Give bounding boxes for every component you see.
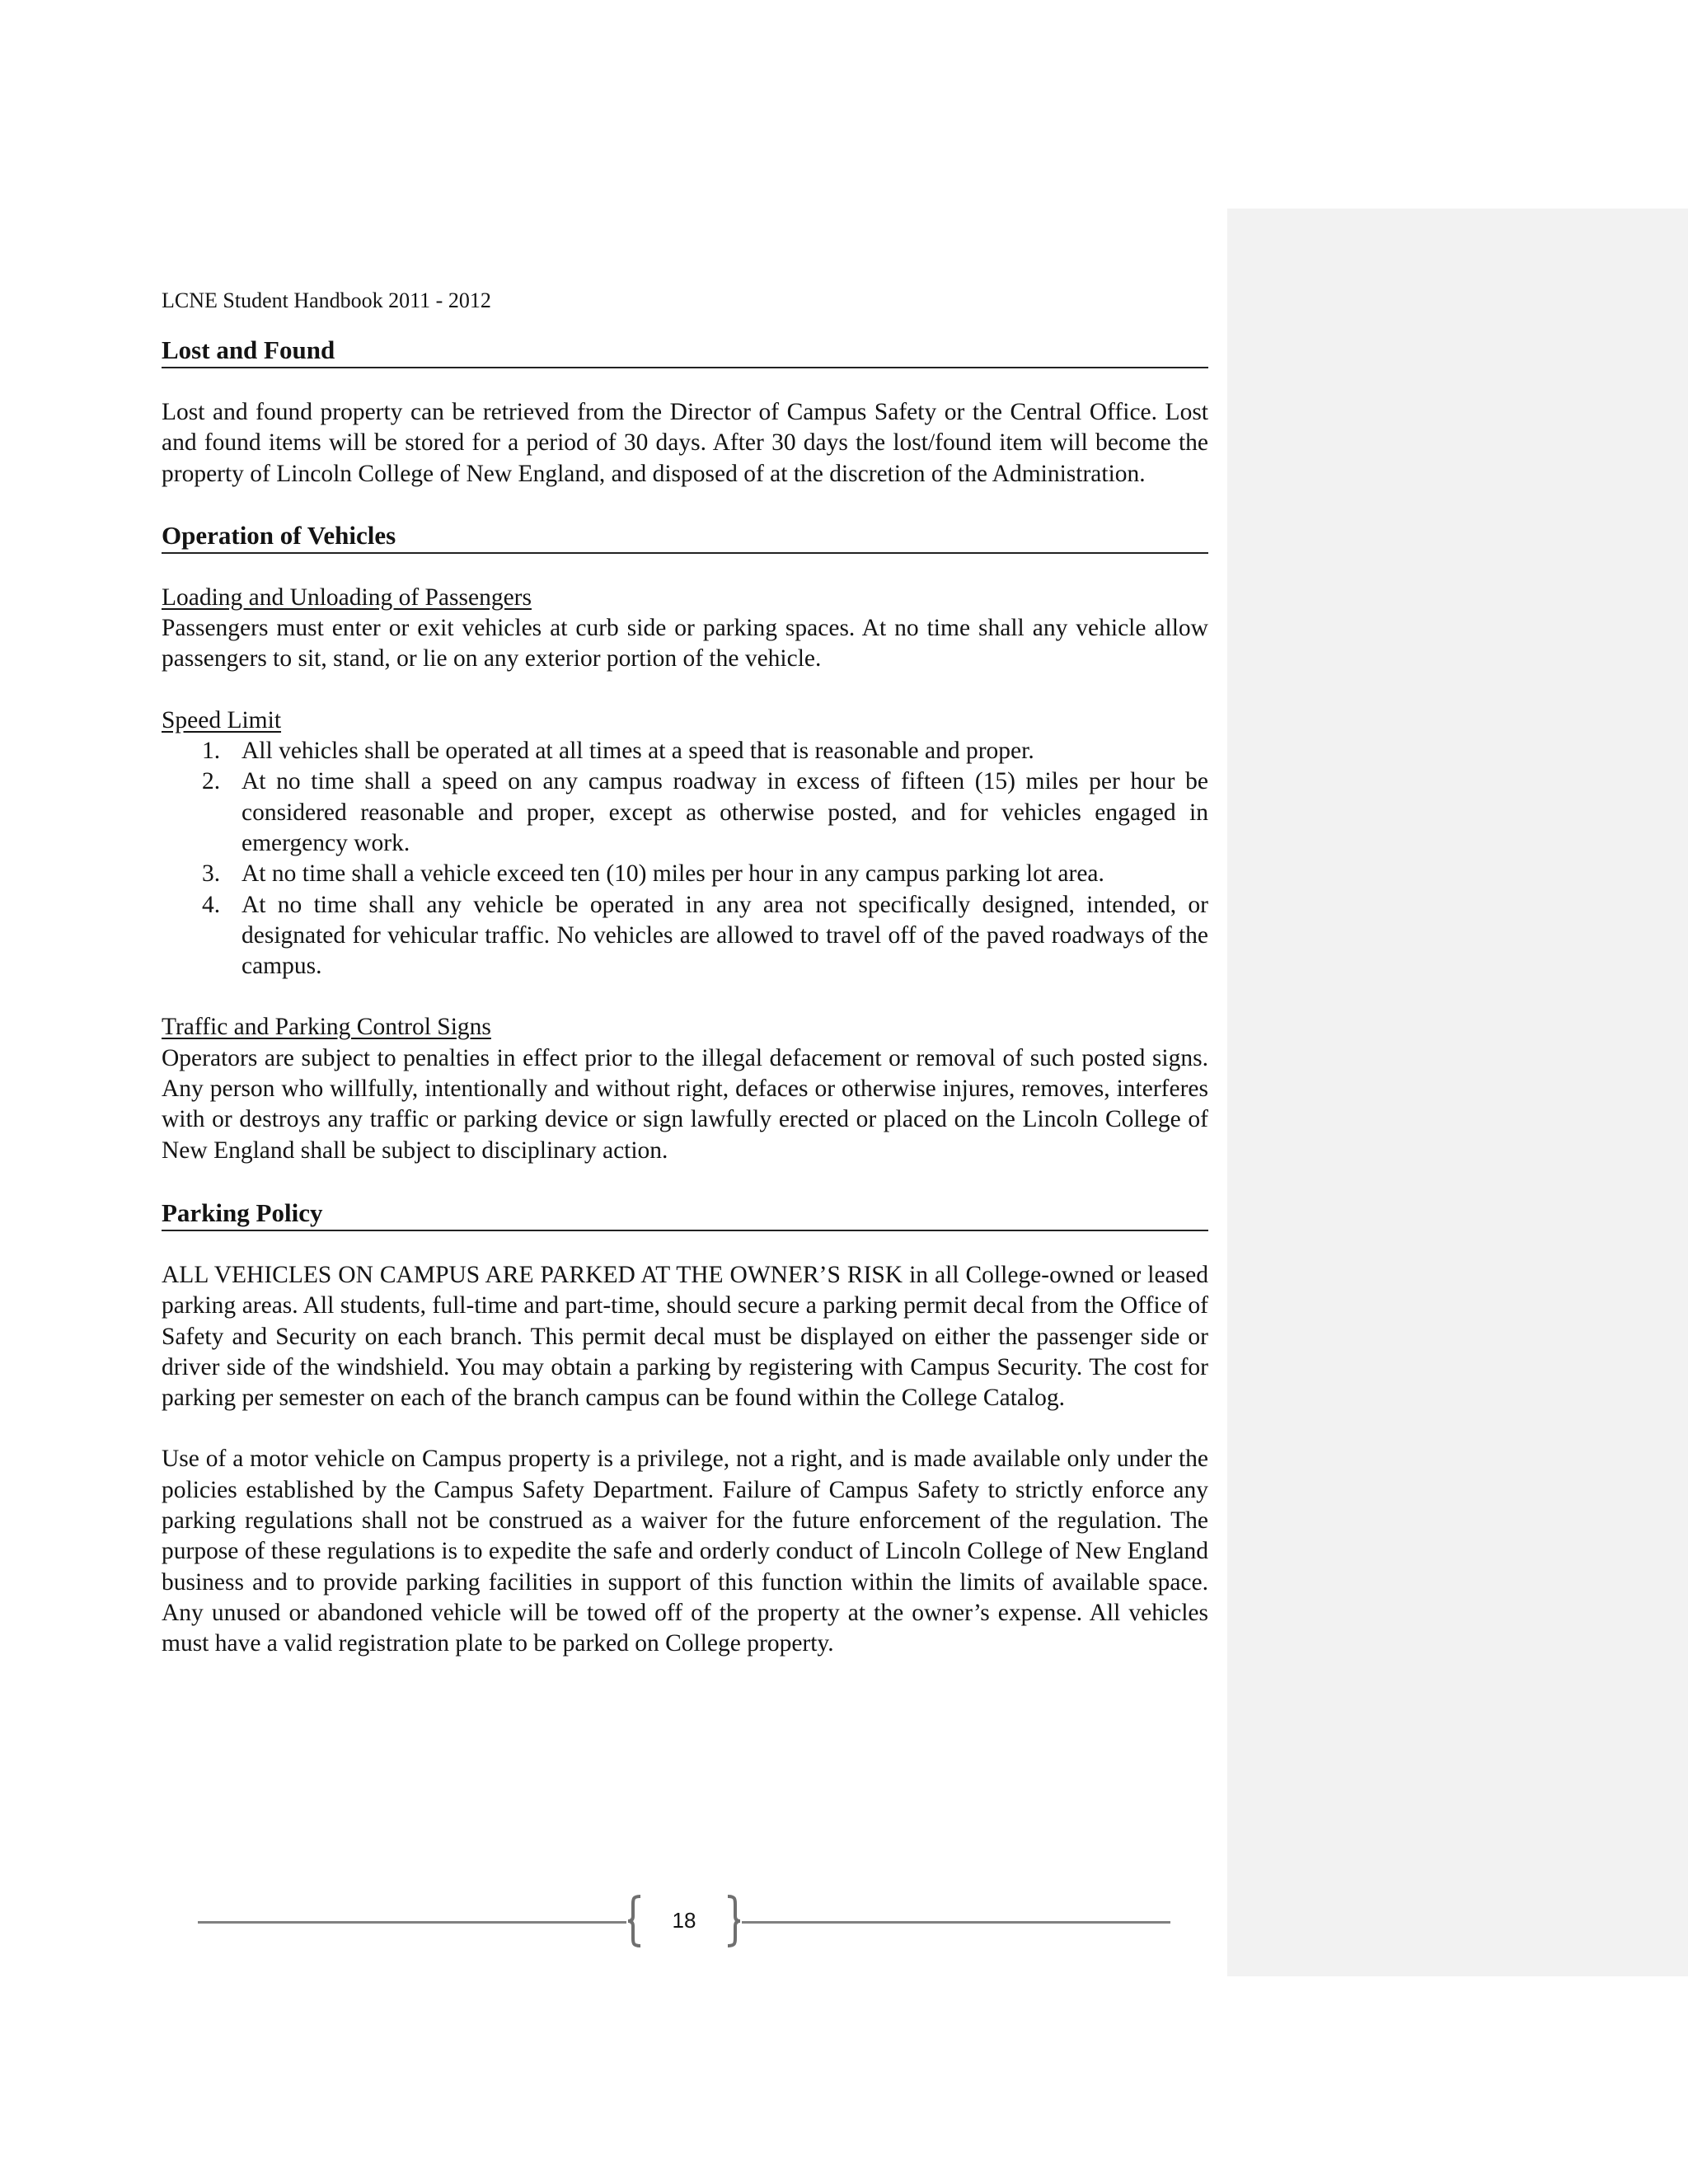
parking-policy-paragraph: ALL VEHICLES ON CAMPUS ARE PARKED AT THE OWNER’S RISK in all College-owned or leased parking areas. All students, full-time and part-time, should secure a parking permit decal from the Office of Safety and Security on each branch. This permit decal must be displayed on either the passenger side or driver side of the windshield. You may obtain a parking by registering with Campus Security. The cost for parking per semester on each of the branch campus can be found within the College Catalog.: [162, 1261, 1208, 1412]
section-heading-parking-policy: Parking Policy: [162, 1197, 1208, 1231]
list-item-number: 3.: [202, 860, 221, 888]
speed-limit-list: [162, 736, 1208, 982]
list-item-text: At no time shall a speed on any campus roadway in excess of fifteen (15) miles per hour be considered reasonable and proper, except as otherwise posted, and for vehicles engaged in emergency work.: [241, 768, 1208, 856]
list-item-text: At no time shall a vehicle exceed ten (10) miles per hour in any campus parking lot area.: [241, 860, 1104, 888]
section-heading-operation-of-vehicles: Operation of Vehicles: [162, 520, 1208, 554]
lost-and-found-paragraph: Lost and found property can be retrieved from the Director of Campus Safety or the Central Office. Lost and found items will be stored for a period of 30 days. After 30 days the lost/found item will become the property of Lincoln College of New England, and disposed of at the discretion of the Administration.: [162, 399, 1208, 487]
comment-margin-pane: [1227, 209, 1688, 1976]
list-item-text: All vehicles shall be operated at all times at a speed that is reasonable and proper.: [241, 738, 1034, 765]
speed-limit-item: [162, 766, 1208, 859]
speed-limit-item: [162, 736, 1208, 766]
list-item-text: At no time shall any vehicle be operated in any area not specifically designed, intended, or designated for vehicular traffic. No vehicles are allowed to travel off of the paved roadways of the campus.: [241, 891, 1208, 980]
section-heading-lost-and-found: Lost and Found: [162, 335, 1208, 368]
page-body: [162, 288, 1208, 1660]
right-brace-icon: [725, 1894, 742, 1948]
speed-limit-item: [162, 859, 1208, 889]
page-footer: [198, 1894, 1170, 1950]
list-item-number: 2.: [202, 768, 221, 795]
subheading-loading-passengers: Loading and Unloading of Passengers: [162, 583, 532, 611]
loading-passengers-paragraph: Passengers must enter or exit vehicles at curb side or parking spaces. At no time shall any vehicle allow passengers to sit, stand, or lie on any exterior portion of the vehicle.: [162, 615, 1208, 673]
left-brace-icon: [626, 1894, 643, 1948]
page-number: 18: [672, 1908, 696, 1933]
running-header: LCNE Student Handbook 2011 - 2012: [162, 288, 491, 312]
parking-policy-paragraph: Use of a motor vehicle on Campus property is a privilege, not a right, and is made available only under the policies established by the Campus Safety Department. Failure of Campus Safety to strictly enforce any parking regulations shall not be construed as a waiver for the future enforcement of the regulation. The purpose of these regulations is to expedite the safe and orderly conduct of Lincoln College of New England business and to provide parking facilities in support of this function within the limits of available space. Any unused or abandoned vehicle will be towed off of the property at the owner’s expense. All vehicles must have a valid registration plate to be parked on College property.: [162, 1446, 1208, 1657]
speed-limit-item: [162, 890, 1208, 982]
subheading-speed-limit: Speed Limit: [162, 706, 282, 733]
subheading-traffic-signs: Traffic and Parking Control Signs: [162, 1014, 491, 1041]
traffic-signs-paragraph: Operators are subject to penalties in effect prior to the illegal defacement or removal of such posted signs. Any person who willfully, intentionally and without right, defaces or otherwise injures, removes, interferes with or destroys any traffic or parking device or sign lawfully erected or placed on the Lincoln College of New England shall be subject to disciplinary action.: [162, 1044, 1208, 1164]
footer-rule-left: [198, 1921, 626, 1924]
list-item-number: 1.: [202, 738, 221, 765]
list-item-number: 4.: [202, 891, 221, 918]
footer-rule-right: [742, 1921, 1170, 1924]
